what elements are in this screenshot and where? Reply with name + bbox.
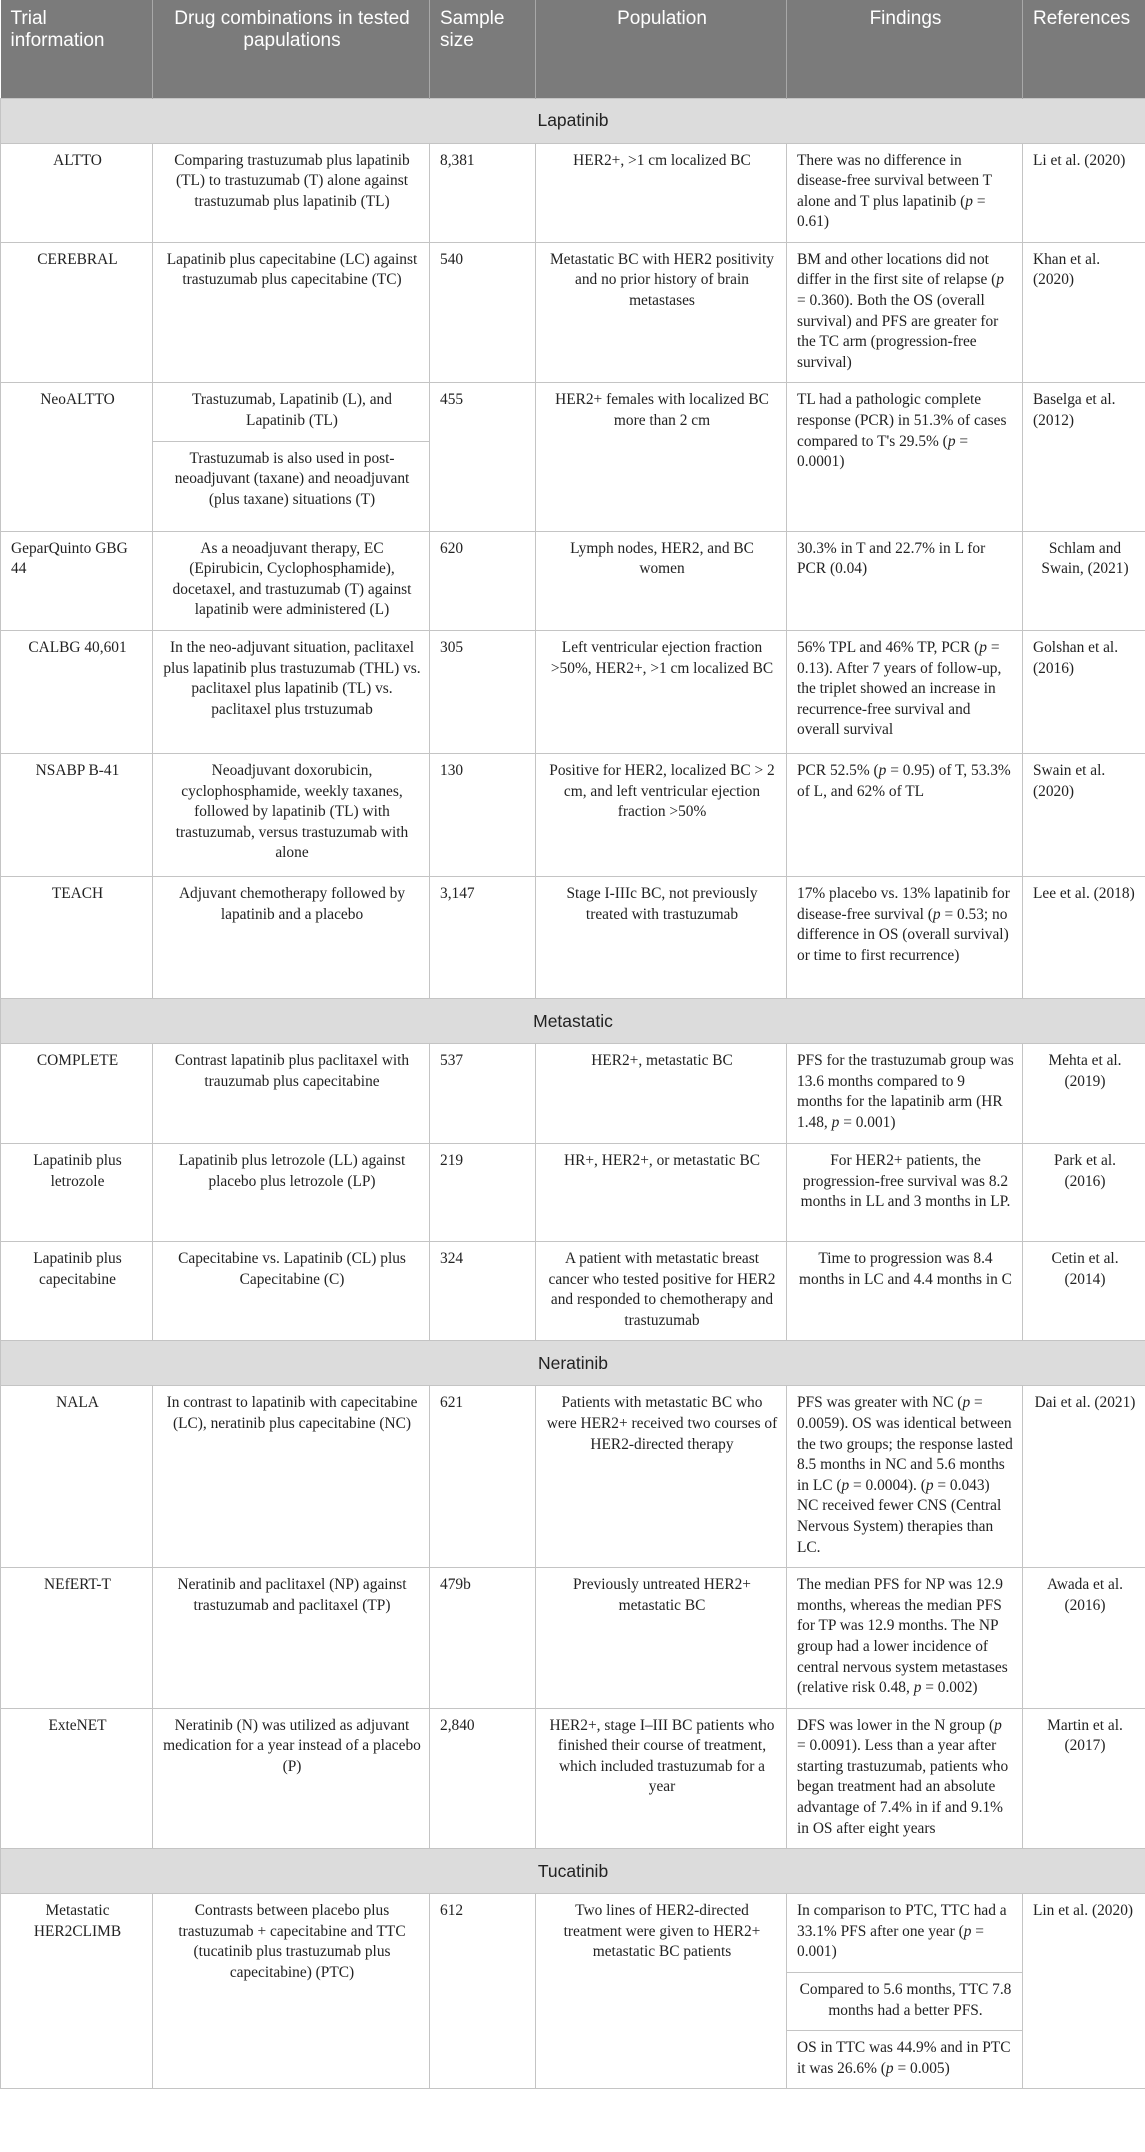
findings-cell: BM and other locations did not differ in the first site of relapse (p = 0.360). Both the OS (overall survival) and PFS are greater for the TC arm (progression-free survival)	[787, 242, 1023, 383]
reference-cell: Mehta et al. (2019)	[1023, 1044, 1145, 1144]
drug-cell: Lapatinib plus letrozole (LL) against placebo plus letrozole (LP)	[153, 1144, 430, 1242]
population-cell: HER2+ females with localized BC more than 2 cm	[536, 383, 787, 531]
table-row	[1, 242, 1145, 383]
drug-cell: Adjuvant chemotherapy followed by lapatinib and a placebo	[153, 877, 430, 999]
section-row-lapatinib	[1, 98, 1145, 143]
population-cell: HER2+, stage I–III BC patients who finished their course of treatment, which included trastuzumab for a year	[536, 1708, 787, 1849]
drug-cell: In the neo-adjuvant situation, paclitaxel plus lapatinib plus trastuzumab (THL) vs. paclitaxel plus lapatinib (TL) vs. paclitaxel plus trstuzumab	[153, 631, 430, 754]
trial-cell: NALA	[1, 1386, 153, 1568]
trial-cell: Metastatic HER2CLIMB	[1, 1894, 153, 2089]
drug-cell: Trastuzumab is also used in post-neoadjuvant (taxane) and neoadjuvant (plus taxane) situations (T)	[153, 441, 430, 531]
population-cell: Lymph nodes, HER2, and BC women	[536, 531, 787, 630]
findings-cell: TL had a pathologic complete response (PCR) in 51.3% of cases compared to T's 29.5% (p = 0.0001)	[787, 383, 1023, 531]
section-row-metastatic	[1, 999, 1145, 1044]
findings-cell: PFS for the trastuzumab group was 13.6 months compared to 9 months for the lapatinib arm (HR 1.48, p = 0.001)	[787, 1044, 1023, 1144]
sample-size-cell: 537	[430, 1044, 536, 1144]
trial-cell: Lapatinib plus capecitabine	[1, 1242, 153, 1341]
findings-cell: 30.3% in T and 22.7% in L for PCR (0.04)	[787, 531, 1023, 630]
header-row	[1, 0, 1145, 98]
findings-cell: PFS was greater with NC (p = 0.0059). OS was identical between the two groups; the response lasted 8.5 months in NC and 5.6 months in LC (p = 0.0004). (p = 0.043) NC received fewer CNS (Central Nervous System) therapies than LC.	[787, 1386, 1023, 1568]
sample-size-cell: 3,147	[430, 877, 536, 999]
table-row	[1, 1386, 1145, 1568]
findings-cell: Compared to 5.6 months, TTC 7.8 months had a better PFS.	[787, 1973, 1023, 2031]
section-title: Tucatinib	[537, 1860, 609, 1881]
sample-size-cell: 621	[430, 1386, 536, 1568]
sample-size-cell: 2,840	[430, 1708, 536, 1849]
table-row	[1, 143, 1145, 242]
reference-cell: Martin et al. (2017)	[1023, 1708, 1145, 1849]
findings-cell: Time to progression was 8.4 months in LC and 4.4 months in C	[787, 1242, 1023, 1341]
trial-cell: TEACH	[1, 877, 153, 999]
sample-size-cell: 620	[430, 531, 536, 630]
header-drug-combinations: Drug combinations in tested papulations	[153, 0, 430, 98]
findings-cell: For HER2+ patients, the progression-free survival was 8.2 months in LL and 3 months in LP.	[787, 1144, 1023, 1242]
section-row-tucatinib	[1, 1849, 1145, 1894]
reference-cell: Swain et al. (2020)	[1023, 754, 1145, 877]
trial-cell: ExteNET	[1, 1708, 153, 1849]
reference-cell: Baselga et al. (2012)	[1023, 383, 1145, 531]
findings-cell: 17% placebo vs. 13% lapatinib for disease-free survival (p = 0.53; no difference in OS (overall survival) or time to first recurrence)	[787, 877, 1023, 999]
reference-cell: Golshan et al. (2016)	[1023, 631, 1145, 754]
table-row	[1, 1242, 1145, 1341]
table-row	[1, 1568, 1145, 1709]
sample-size-cell: 219	[430, 1144, 536, 1242]
population-cell: HER2+, >1 cm localized BC	[536, 143, 787, 242]
trial-cell: NEfERT-T	[1, 1568, 153, 1709]
sample-size-cell: 455	[430, 383, 536, 531]
header-findings: Findings	[787, 0, 1023, 98]
drug-cell: Lapatinib plus capecitabine (LC) against trastuzumab plus capecitabine (TC)	[153, 242, 430, 383]
drug-cell: As a neoadjuvant therapy, EC (Epirubicin, Cyclophosphamide), docetaxel, and trastuzumab (T) against lapatinib were administered (L)	[153, 531, 430, 630]
table-row	[1, 531, 1145, 630]
sample-size-cell: 305	[430, 631, 536, 754]
population-cell: HER2+, metastatic BC	[536, 1044, 787, 1144]
drug-cell: Capecitabine vs. Lapatinib (CL) plus Capecitabine (C)	[153, 1242, 430, 1341]
findings-cell: In comparison to PTC, TTC had a 33.1% PFS after one year (p = 0.001)	[787, 1894, 1023, 1973]
drug-cell: Trastuzumab, Lapatinib (L), and Lapatinib (TL)	[153, 383, 430, 441]
reference-cell: Schlam and Swain, (2021)	[1023, 531, 1145, 630]
findings-cell: The median PFS for NP was 12.9 months, whereas the median PFS for TP was 12.9 months. The NP group had a lower incidence of central nervous system metastases (relative risk 0.48, p = 0.002)	[787, 1568, 1023, 1709]
table-row	[1, 754, 1145, 877]
drug-cell: Neoadjuvant doxorubicin, cyclophosphamide, weekly taxanes, followed by lapatinib (TL) with trastuzumab, versus trastuzumab with alone	[153, 754, 430, 877]
reference-cell: Khan et al. (2020)	[1023, 242, 1145, 383]
reference-cell: Cetin et al. (2014)	[1023, 1242, 1145, 1341]
reference-cell: Awada et al. (2016)	[1023, 1568, 1145, 1709]
table-row	[1, 1044, 1145, 1144]
population-cell: Two lines of HER2-directed treatment were given to HER2+ metastatic BC patients	[536, 1894, 787, 2089]
table-row	[1, 1144, 1145, 1242]
reference-cell: Lee et al. (2018)	[1023, 877, 1145, 999]
drug-cell: In contrast to lapatinib with capecitabine (LC), neratinib plus capecitabine (NC)	[153, 1386, 430, 1568]
sample-size-cell: 612	[430, 1894, 536, 2089]
trial-cell: CALBG 40,601	[1, 631, 153, 754]
findings-cell: OS in TTC was 44.9% and in PTC it was 26.6% (p = 0.005)	[787, 2031, 1023, 2089]
population-cell: Metastatic BC with HER2 positivity and no prior history of brain metastases	[536, 242, 787, 383]
table-row	[1, 383, 1145, 441]
section-title: Metastatic	[533, 1010, 613, 1031]
table-row	[1, 631, 1145, 754]
population-cell: A patient with metastatic breast cancer who tested positive for HER2 and responded to chemotherapy and trastuzumab	[536, 1242, 787, 1341]
header-population: Population	[536, 0, 787, 98]
population-cell: HR+, HER2+, or metastatic BC	[536, 1144, 787, 1242]
drug-cell: Comparing trastuzumab plus lapatinib (TL) to trastuzumab (T) alone against trastuzumab plus lapatinib (TL)	[153, 143, 430, 242]
drug-cell: Contrast lapatinib plus paclitaxel with trauzumab plus capecitabine	[153, 1044, 430, 1144]
population-cell: Positive for HER2, localized BC > 2 cm, and left ventricular ejection fraction >50%	[536, 754, 787, 877]
findings-cell: PCR 52.5% (p = 0.95) of T, 53.3% of L, and 62% of TL	[787, 754, 1023, 877]
sample-size-cell: 540	[430, 242, 536, 383]
table-row	[1, 877, 1145, 999]
population-cell: Left ventricular ejection fraction >50%, HER2+, >1 cm localized BC	[536, 631, 787, 754]
drug-cell: Neratinib and paclitaxel (NP) against trastuzumab and paclitaxel (TP)	[153, 1568, 430, 1709]
trial-cell: Lapatinib plus letrozole	[1, 1144, 153, 1242]
findings-cell: DFS was lower in the N group (p = 0.0091). Less than a year after starting trastuzumab, patients who began treatment had an absolute advantage of 7.4% in if and 9.1% in OS after eight years	[787, 1708, 1023, 1849]
section-title: Neratinib	[537, 1353, 609, 1374]
trial-cell: GeparQuinto GBG 44	[1, 531, 153, 630]
population-cell: Patients with metastatic BC who were HER2+ received two courses of HER2-directed therapy	[536, 1386, 787, 1568]
reference-cell: Li et al. (2020)	[1023, 143, 1145, 242]
reference-cell: Park et al. (2016)	[1023, 1144, 1145, 1242]
section-title: Lapatinib	[537, 110, 609, 131]
trial-cell: ALTTO	[1, 143, 153, 242]
trial-cell: COMPLETE	[1, 1044, 153, 1144]
trial-cell: CEREBRAL	[1, 242, 153, 383]
drug-cell: Contrasts between placebo plus trastuzumab + capecitabine and TTC (tucatinib plus trastuzumab plus capecitabine) (PTC)	[153, 1894, 430, 2089]
sample-size-cell: 130	[430, 754, 536, 877]
table-row	[1, 1894, 1145, 1973]
sample-size-cell: 324	[430, 1242, 536, 1341]
population-cell: Stage I-IIIc BC, not previously treated with trastuzumab	[536, 877, 787, 999]
section-row-neratinib	[1, 1341, 1145, 1386]
reference-cell: Dai et al. (2021)	[1023, 1386, 1145, 1568]
header-trial-information: Trial information	[1, 0, 153, 98]
population-cell: Previously untreated HER2+ metastatic BC	[536, 1568, 787, 1709]
drug-cell: Neratinib (N) was utilized as adjuvant medication for a year instead of a placebo (P)	[153, 1708, 430, 1849]
findings-cell: 56% TPL and 46% TP, PCR (p = 0.13). After 7 years of follow-up, the triplet showed an increase in recurrence-free survival and overall survival	[787, 631, 1023, 754]
sample-size-cell: 479b	[430, 1568, 536, 1709]
trial-cell: NSABP B-41	[1, 754, 153, 877]
reference-cell: Lin et al. (2020)	[1023, 1894, 1145, 2089]
header-sample-size: Sample size	[430, 0, 536, 98]
sample-size-cell: 8,381	[430, 143, 536, 242]
header-references: References	[1023, 0, 1145, 98]
findings-cell: There was no difference in disease-free survival between T alone and T plus lapatinib (p = 0.61)	[787, 143, 1023, 242]
trial-cell: NeoALTTO	[1, 383, 153, 531]
table-row	[1, 1708, 1145, 1849]
